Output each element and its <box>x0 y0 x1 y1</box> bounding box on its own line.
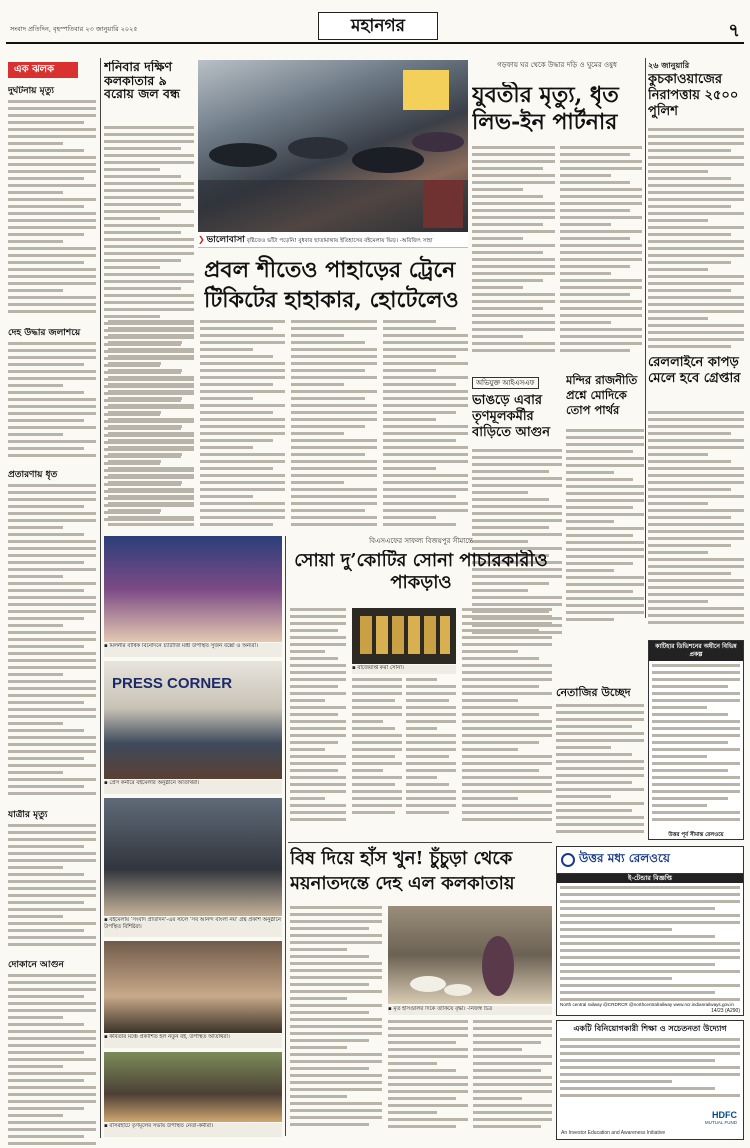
ek-jhalak-column <box>8 62 96 1142</box>
event-photos-column <box>104 536 282 1136</box>
gold-headline: সোয়া দু’কোটির সোনা পাচারকারীও পাকড়াও <box>294 550 548 593</box>
event-photo-3 <box>104 798 282 916</box>
bhangar-headline: ভাঙড়ে এবার তৃণমূলকর্মীর বাড়িতে আগুন <box>472 393 550 440</box>
ncr-ad <box>556 846 744 1016</box>
ncr-ad-subtitle: ই-টেন্ডার বিজ্ঞপ্তি <box>557 874 743 883</box>
brief-body-passenger <box>8 824 96 954</box>
gold-kicker: বিএসএফের সাফল্য বিজয়পুর সীমান্তে <box>369 537 473 545</box>
duck-story <box>290 846 552 1138</box>
duck-top-rule <box>288 842 552 843</box>
gold-body-middle <box>352 678 456 826</box>
duck-body-right <box>388 1020 552 1134</box>
brief-body-fraud <box>8 484 96 804</box>
event-caption-3: ▪ বইমেলায় ‘সংবাদ প্রতিদিন’-এর স্টলে ‘সব আনন্দ বাংলা নয়’ গ্রন্থ প্রকাশ অনুষ্ঠানে উপস্থিত বিশিষ্টরা। <box>104 917 282 937</box>
ncr-ad-code: 14/23 (A290) <box>711 1008 740 1014</box>
masthead <box>0 0 750 46</box>
ncr-ad-title: উত্তর মধ্য রেলওয়ে <box>579 851 670 865</box>
brief-body-accident <box>8 100 96 320</box>
police-kicker: ২৬ জানুয়ারি <box>648 60 690 70</box>
gold-bars-illustration <box>352 608 456 664</box>
gold-bars-photo <box>352 608 456 664</box>
date-line: সংবাদ প্রতিদিন, বৃহস্পতিবার ২৩ জানুয়ারি ২০২৫ <box>10 25 138 33</box>
netaji-body <box>556 704 644 838</box>
brief-body-shop-fire <box>8 974 96 1148</box>
railway-logo-icon <box>561 853 575 867</box>
hdfc-ad <box>556 1020 744 1140</box>
duck-headline: বিষ দিয়ে হাঁস খুন! চুঁচুড়া থেকে ময়নাতদন্তে দেহ এল কলকাতায় <box>290 848 515 894</box>
ncr-ad-header <box>557 847 743 874</box>
railway-headline: রেললাইনে কাপড় মেলে হবে গ্রেপ্তার <box>648 355 741 386</box>
railway-body <box>648 411 744 631</box>
temple-story <box>566 373 644 633</box>
event-caption-5: ▪ বসিরহাটে তৃণমূলের সভায় উপস্থিত নেতা-কর্মীরা। <box>104 1123 282 1137</box>
column-rule-3 <box>285 536 286 1136</box>
event-photo-4 <box>104 941 282 1033</box>
press-corner-banner: PRESS CORNER <box>112 675 233 692</box>
page-number: ৭ <box>728 20 740 41</box>
hdfc-tagline: An Investor Education and Awareness Initiative <box>561 1130 666 1136</box>
train-body <box>108 320 468 530</box>
bhangar-kicker: অভিযুক্ত আইএসএফ <box>472 377 539 389</box>
event-caption-2: ▪ প্রেস কর্নারে বইমেলার অনুষ্ঠানে অতিথিরা। <box>104 780 282 794</box>
caption-text: বৃষ্টিতেও ভাঁটা পড়েনি! বুধবার ছাতামাথায় ইতিহাসের বইমেলায় ভিড়। -অরিজিৎ সাহা <box>246 238 433 244</box>
column-rule-2 <box>645 58 646 618</box>
duck-photo <box>388 906 552 1004</box>
brief-title-accident: দুর্ঘটনায় মৃত্যু <box>8 86 54 96</box>
duck-photo-illustration <box>388 906 552 1004</box>
ad-box <box>648 640 744 840</box>
train-headline: প্রবল শীতেও পাহাড়ের ট্রেনে টিকিটের হাহাকার, হোটেলেও <box>204 257 459 313</box>
hdfc-ad-body <box>557 1035 743 1101</box>
water-headline: শনিবার দক্ষিণ কলকাতার ৯ বরোয় জল বন্ধ <box>104 60 180 101</box>
gold-photo-caption: ▪ বাজেয়াপ্ত করা সোনা। <box>352 665 456 674</box>
netaji-headline: নেতাজির উচ্ছেদ <box>556 686 631 699</box>
temple-headline: মন্দির রাজনীতি প্রশ্নে মোদিকে তোপ পার্থর <box>566 373 638 417</box>
brief-title-passenger: যাত্রীর মৃত্যু <box>8 810 48 820</box>
railway-story <box>648 355 744 635</box>
hdfc-brand-sub: MUTUAL FUND <box>704 1120 737 1125</box>
gold-story <box>290 536 552 836</box>
book-fair-caption <box>198 232 468 248</box>
live-in-story <box>472 60 642 360</box>
brief-title-body-found: দেহ উদ্ধার জলাশয়ে <box>8 328 81 338</box>
live-in-headline: যুবতীর মৃত্যু, ধৃত লিভ-ইন পার্টনার <box>472 82 619 135</box>
police-body <box>648 128 744 353</box>
masthead-rule <box>6 42 744 44</box>
ncr-ad-footer: North central railway @CRDRCR @northcentralrailway www.ncr.indianrailways.gov.in <box>560 1002 734 1007</box>
police-story <box>648 60 744 350</box>
section-title-box <box>318 12 438 40</box>
ek-jhalak-label: এক ঝলক <box>14 64 55 75</box>
brief-title-fraud: প্রতারণায় ধৃত <box>8 470 58 480</box>
book-fair-photo <box>198 60 468 232</box>
ek-jhalak-badge <box>8 62 78 78</box>
hdfc-logo <box>705 1110 737 1125</box>
heart-icon: ❯ <box>198 235 205 244</box>
ad-box-footer: উত্তর পূর্ব সীমান্ত রেলওয়ে <box>668 832 724 838</box>
event-photo-5 <box>104 1052 282 1122</box>
caption-tag: ভালোবাসা <box>206 235 245 245</box>
column-rule-1 <box>100 58 101 1138</box>
ad-box-title: কাটিহার ডিভিশনের অধীনে বিভিন্ন প্রকল্প <box>649 641 743 661</box>
ad-box-body <box>649 661 743 831</box>
duck-body-left <box>290 906 382 1134</box>
netaji-story <box>556 640 744 840</box>
section-title: মহানগর <box>351 16 405 36</box>
book-fair-crowd-illustration <box>198 60 468 232</box>
event-photo-1 <box>104 536 282 642</box>
gold-body-left <box>290 608 346 826</box>
ncr-ad-body <box>557 883 743 1001</box>
hdfc-brand: HDFC <box>712 1110 737 1120</box>
live-in-kicker: গড়ফায় ঘর থেকে উদ্ধার দড়ি ও ঘুমের ওষুধ <box>497 61 617 69</box>
gold-body-right <box>462 608 552 826</box>
police-headline: কুচকাওয়াজের নিরাপত্তায় ২৫০০ পুলিশ <box>648 72 739 119</box>
duck-photo-caption: ▪ মৃত হাঁসগুলির দিকে তাকিয়ে বৃদ্ধা। -নিজস্ব চিত্র <box>388 1006 552 1015</box>
event-caption-1: ▪ মিলনীর বার্ষিক বিনোদনে চ্যাটার্জি মন্ত্রী উপস্থিত সুজন বক্সো ও অন্যরা। <box>104 643 282 657</box>
event-photo-2 <box>104 661 282 779</box>
brief-body-body-found <box>8 342 96 462</box>
temple-body <box>566 429 644 629</box>
event-caption-4: ▪ কবিতার মঞ্চে প্রকাশিত হল নতুন বই, উপস্থিত অতিথিরা। <box>104 1034 282 1048</box>
hdfc-ad-title: একটি বিনিয়োগকারী শিক্ষা ও সচেতনতা উদ্যোগ <box>573 1023 727 1033</box>
live-in-body <box>472 146 642 356</box>
brief-title-shop-fire: দোকানে আগুন <box>8 960 64 970</box>
